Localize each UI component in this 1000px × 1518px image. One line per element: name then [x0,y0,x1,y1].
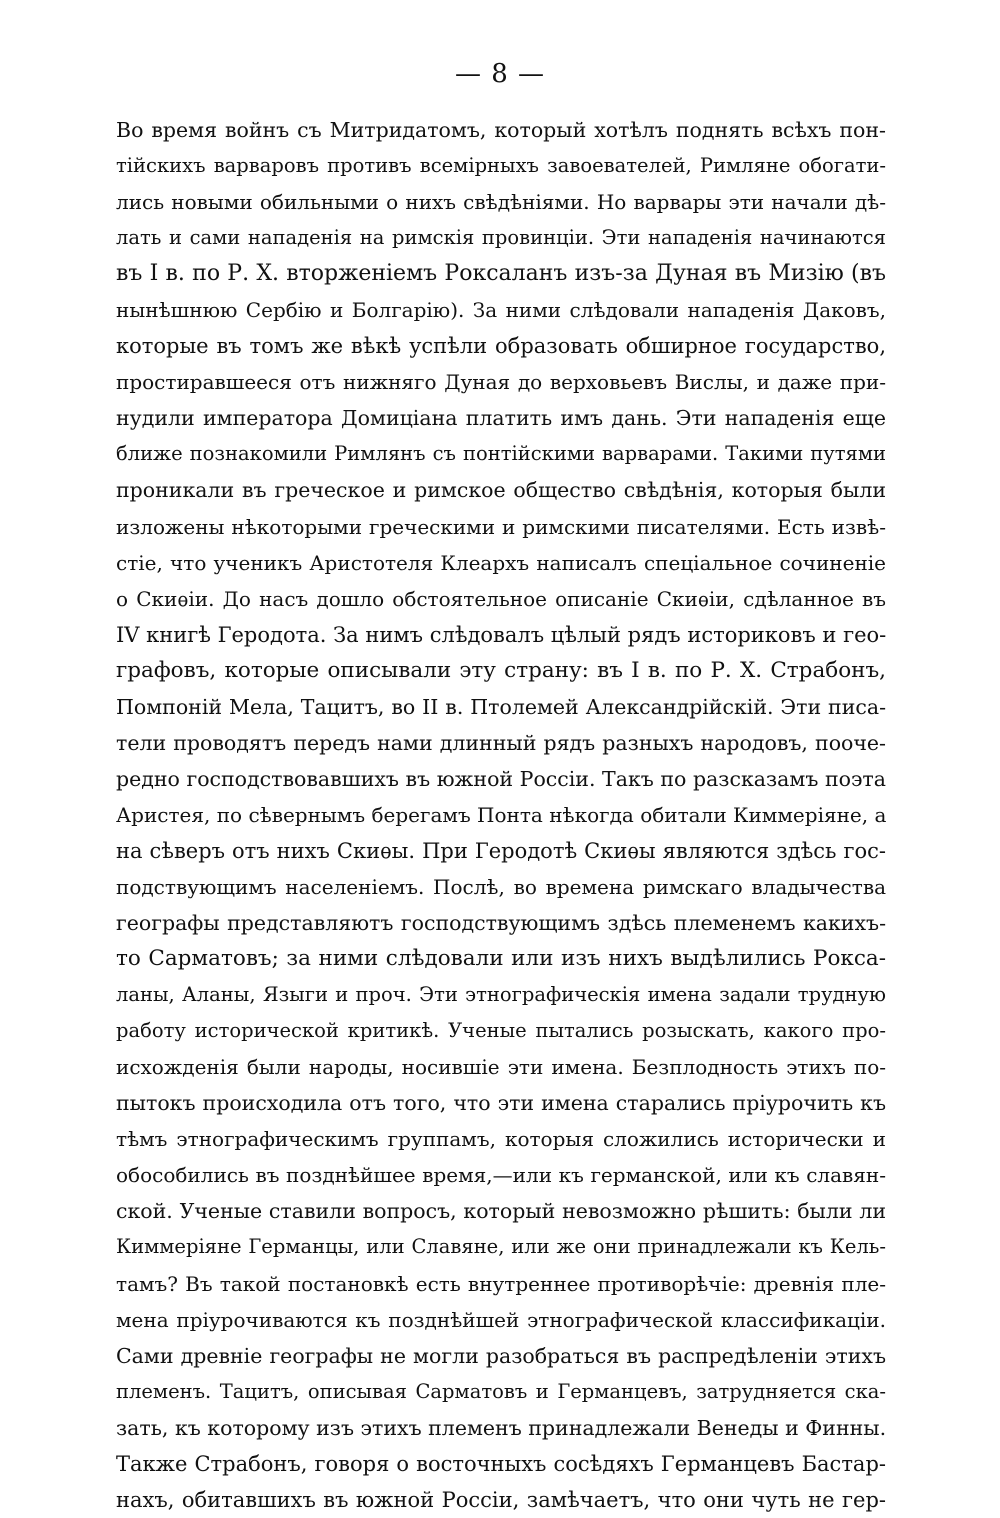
text-line-13: стіе, что ученикъ Аристотеля Клеархъ написалъ спеціальное сочиненіе [116,550,886,575]
text-line-22: подствующимъ населеніемъ. Послѣ, во времена римскаго владычества [116,874,886,899]
text-line-21: на сѣверъ отъ нихъ Скиѳы. При Геродотѣ Скиѳы являются здѣсь гос- [116,838,886,863]
text-line-28: пытокъ происходила отъ того, что эти имена старались пріурочить къ [116,1091,886,1116]
text-line-27: исхожденія были народы, носившіе эти имена. Безплодность этихъ по- [116,1055,886,1080]
page-text-body [116,112,886,1518]
text-line-2: тійскихъ варваровъ противъ всемірныхъ завоевателей, Римляне обогати- [116,154,886,178]
text-line-18: тели проводятъ передъ нами длинный рядъ разныхъ народовъ, поочe- [116,730,886,755]
text-line-11: проникали въ греческое и римское общество свѣдѣнія, которыя были [116,478,886,503]
text-line-12: изложены нѣкоторыми греческими и римскими писателями. Есть извѣ- [116,514,886,539]
text-line-38: Также Страбонъ, говоря о восточныхъ сосѣдяхъ Германцевъ Бастар- [116,1451,886,1476]
text-line-4: лать и сами нападенія на римскія провинціи. Эти нападенія начинаются [116,226,886,250]
text-line-6: нынѣшнюю Сербію и Болгарію). За ними слѣдовали нападенія Даковъ, [116,298,886,323]
text-line-15: IV книгѣ Геродота. За нимъ слѣдовалъ цѣлый рядъ историковъ и гео- [116,622,887,647]
text-line-7: которые въ томъ же вѣкѣ успѣли образовать обширное государство, [116,334,886,359]
text-line-25: ланы, Аланы, Языги и проч. Эти этнографическія имена задали трудную [116,983,886,1007]
text-line-37: зать, къ которому изъ этихъ племенъ принадлежали Венеды и Финны. [116,1415,887,1440]
text-line-5: въ I в. по Р. Х. вторженіемъ Роксаланъ изъ-за Дуная въ Мизію (въ [116,261,886,287]
text-line-8: простиравшееся отъ нижняго Дуная до верховьевъ Вислы, и даже при- [116,370,886,395]
text-line-33: тамъ? Въ такой постановкѣ есть внутреннее противорѣчіе: древнія пле- [116,1271,886,1296]
text-line-34: мена пріурочиваются къ позднѣйшей этнографической классификаціи. [116,1307,886,1332]
text-line-17: Помпоній Мела, Тацитъ, во II в. Птолемей Александрійскій. Эти писа- [116,694,886,719]
text-line-10: ближе познакомили Римлянъ съ понтійскими варварами. Такими путями [116,442,886,466]
text-line-14: о Скиѳіи. До насъ дошло обстоятельное описаніе Скиѳіи, сдѣланное въ [116,586,886,611]
text-line-9: нудили императора Домиціана платить имъ дань. Эти нападенія еще [116,406,886,431]
text-line-23: географы представляютъ господствующимъ здѣсь племенемъ какихъ- [116,911,886,936]
text-line-3: лись новыми обильными о нихъ свѣдѣніями. Но варвары эти начали дѣ- [116,190,886,215]
text-line-32: Киммеріяне Германцы, или Славяне, или же они принадлежали къ Кель- [116,1235,886,1259]
text-line-16: графовъ, которые описывали эту страну: въ I в. по Р. Х. Страбонъ, [116,657,886,683]
page-number: — 8 — [454,59,546,89]
text-line-24: то Сарматовъ; за ними слѣдовали или изъ нихъ выдѣлились Роксa- [116,946,886,972]
text-line-29: тѣмъ этнографическимъ группамъ, которыя сложились исторически и [116,1127,886,1152]
text-line-39: нахъ, обитавшихъ въ южной Россіи, замѣчаетъ, что они чуть не гер- [116,1487,886,1512]
text-line-35: Сами древніе географы не могли разобраться въ распредѣленіи этихъ [116,1343,886,1368]
text-line-1: Во время войнъ съ Митридатомъ, который хотѣлъ поднять всѣхъ пон- [116,118,886,142]
text-line-19: редно господствовавшихъ въ южной Россіи. Такъ по разсказамъ поэта [116,766,886,791]
text-line-36: племенъ. Тацитъ, описывая Сарматовъ и Германцевъ, затрудняется ска- [116,1379,886,1403]
text-line-30: обособились въ позднѣйшее время,—или къ германской, или къ славян- [116,1163,886,1188]
text-line-31: ской. Ученые ставили вопросъ, который невозможно рѣшить: были ли [116,1199,886,1224]
text-line-20: Аристея, по сѣвернымъ берегамъ Понта нѣкогда обитали Киммеріяне, а [116,802,887,827]
text-line-26: работу исторической критикѣ. Ученые пытались розыскать, какого про- [116,1019,886,1043]
